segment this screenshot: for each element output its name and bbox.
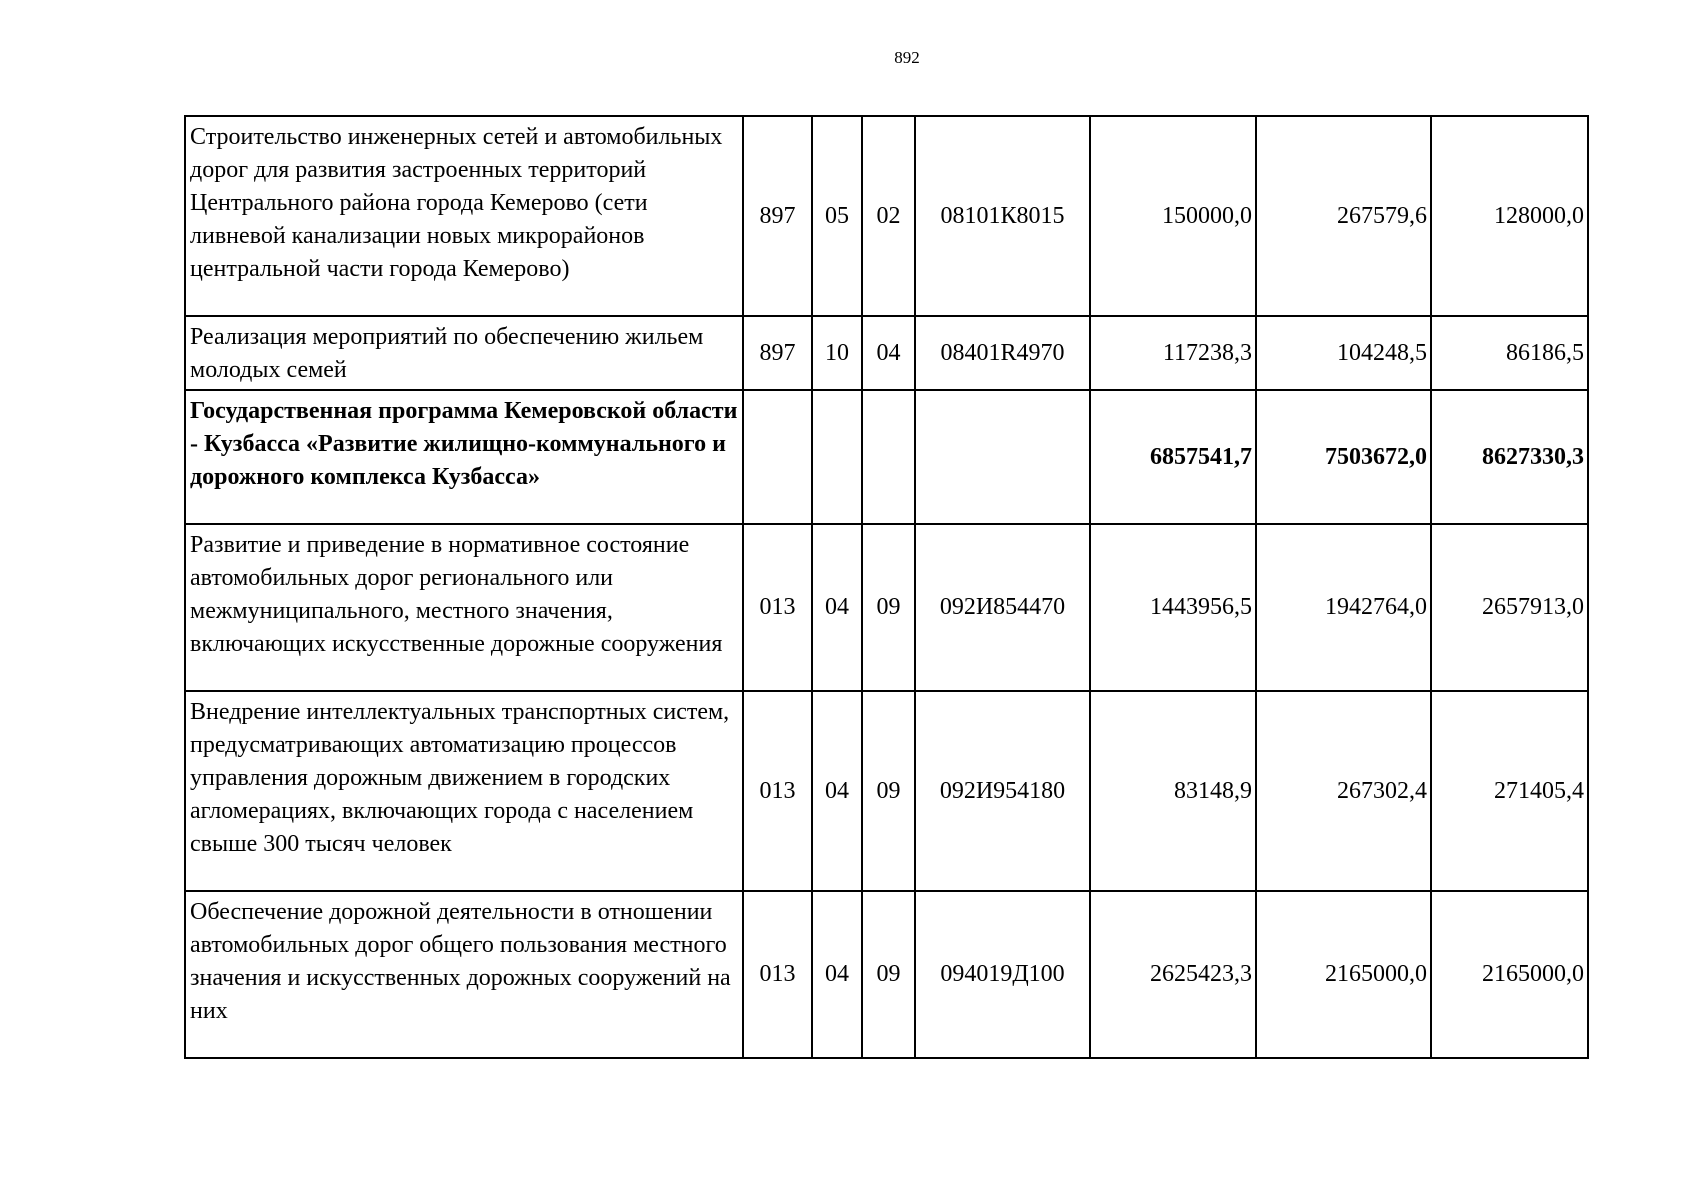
ministry-code: 013 bbox=[743, 524, 812, 691]
table-row bbox=[185, 891, 1588, 1058]
amount-3: 2165000,0 bbox=[1431, 891, 1588, 1058]
target-code: 092И854470 bbox=[915, 524, 1090, 691]
section-code: 04 bbox=[812, 891, 862, 1058]
target-code: 092И954180 bbox=[915, 691, 1090, 891]
row-name: Государственная программа Кемеровской области - Кузбасса «Развитие жилищно-коммунального и дорожного комплекса Кузбасса» bbox=[185, 390, 743, 524]
subsection-code: 09 bbox=[862, 691, 915, 891]
row-name: Обеспечение дорожной деятельности в отношении автомобильных дорог общего пользования местного значения и искусственных дорожных сооружений на них bbox=[185, 891, 743, 1058]
row-name: Внедрение интеллектуальных транспортных систем, предусматривающих автоматизацию процессов управления дорожным движением в городских агломерациях, включающих города с населением свыше 300 тысяч человек bbox=[185, 691, 743, 891]
row-name: Реализация мероприятий по обеспечению жильем молодых семей bbox=[185, 316, 743, 390]
ministry-code: 013 bbox=[743, 691, 812, 891]
table-row bbox=[185, 524, 1588, 691]
amount-3: 2657913,0 bbox=[1431, 524, 1588, 691]
section-code: 10 bbox=[812, 316, 862, 390]
section-code: 04 bbox=[812, 524, 862, 691]
amount-1: 2625423,3 bbox=[1090, 891, 1256, 1058]
section-code bbox=[812, 390, 862, 524]
target-code: 08401R4970 bbox=[915, 316, 1090, 390]
amount-1: 83148,9 bbox=[1090, 691, 1256, 891]
section-code: 05 bbox=[812, 116, 862, 316]
subsection-code: 04 bbox=[862, 316, 915, 390]
amount-3: 271405,4 bbox=[1431, 691, 1588, 891]
row-name: Строительство инженерных сетей и автомобильных дорог для развития застроенных территорий Центрального района города Кемерово (сети ливневой канализации новых микрорайонов центральной части города Кемерово) bbox=[185, 116, 743, 316]
ministry-code bbox=[743, 390, 812, 524]
amount-2: 2165000,0 bbox=[1256, 891, 1431, 1058]
subsection-code: 09 bbox=[862, 891, 915, 1058]
target-code: 08101К8015 bbox=[915, 116, 1090, 316]
amount-1: 150000,0 bbox=[1090, 116, 1256, 316]
table-row bbox=[185, 116, 1588, 316]
table-row-program-total bbox=[185, 390, 1588, 524]
amount-1: 1443956,5 bbox=[1090, 524, 1256, 691]
ministry-code: 897 bbox=[743, 116, 812, 316]
ministry-code: 013 bbox=[743, 891, 812, 1058]
subsection-code: 02 bbox=[862, 116, 915, 316]
subsection-code bbox=[862, 390, 915, 524]
ministry-code: 897 bbox=[743, 316, 812, 390]
budget-table bbox=[184, 115, 1589, 1059]
amount-1: 6857541,7 bbox=[1090, 390, 1256, 524]
amount-3: 8627330,3 bbox=[1431, 390, 1588, 524]
table-row bbox=[185, 316, 1588, 390]
amount-2: 1942764,0 bbox=[1256, 524, 1431, 691]
amount-2: 267302,4 bbox=[1256, 691, 1431, 891]
amount-2: 104248,5 bbox=[1256, 316, 1431, 390]
amount-1: 117238,3 bbox=[1090, 316, 1256, 390]
amount-3: 128000,0 bbox=[1431, 116, 1588, 316]
target-code: 094019Д100 bbox=[915, 891, 1090, 1058]
page-number: 892 bbox=[894, 48, 920, 67]
section-code: 04 bbox=[812, 691, 862, 891]
amount-2: 267579,6 bbox=[1256, 116, 1431, 316]
subsection-code: 09 bbox=[862, 524, 915, 691]
row-name: Развитие и приведение в нормативное состояние автомобильных дорог регионального или межмуниципального, местного значения, включающих искусственные дорожные сооружения bbox=[185, 524, 743, 691]
target-code bbox=[915, 390, 1090, 524]
table-row bbox=[185, 691, 1588, 891]
amount-2: 7503672,0 bbox=[1256, 390, 1431, 524]
amount-3: 86186,5 bbox=[1431, 316, 1588, 390]
